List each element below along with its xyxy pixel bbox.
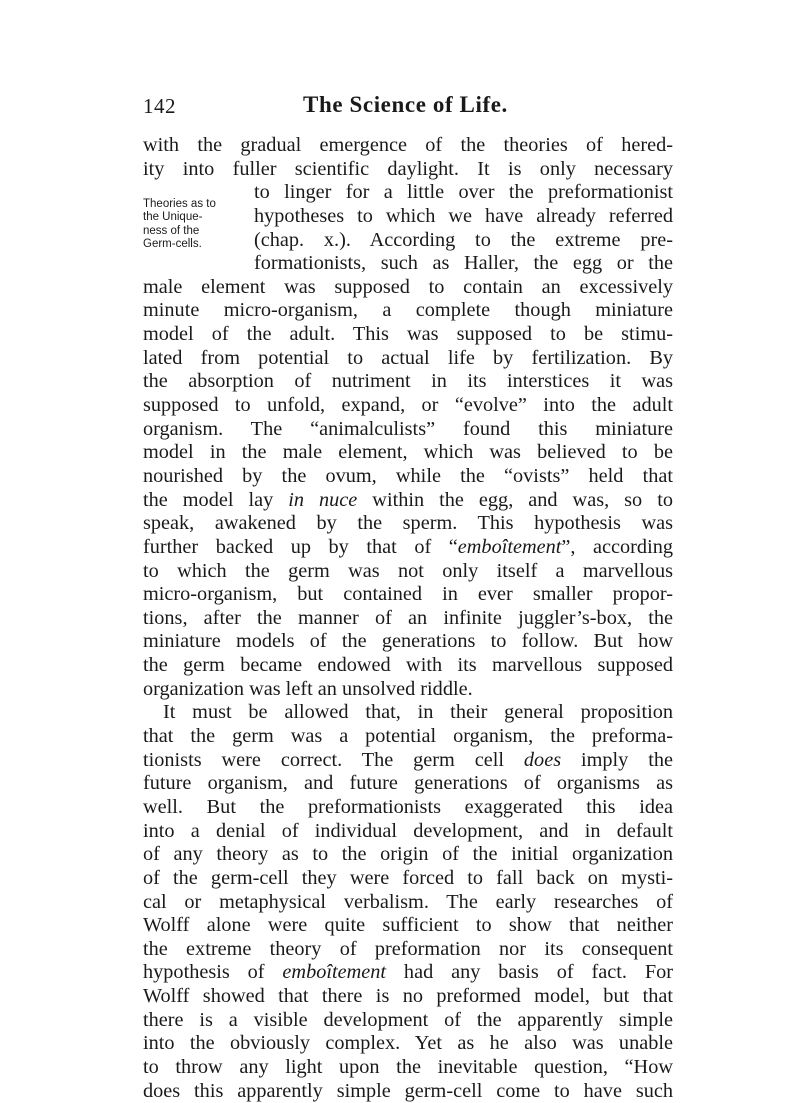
text-line: organism. The “animalculists” found this miniature [143, 417, 673, 440]
text-line: male element was supposed to contain an excessively [143, 275, 673, 298]
text-line: of any theory as to the origin of the initial organization [143, 843, 673, 866]
text-line: does this apparently simple germ-cell come to have such [143, 1079, 673, 1102]
text-line: tions, after the manner of an infinite juggler’s-box, the [143, 606, 673, 629]
text-line: to throw any light upon the inevitable question, “How [143, 1055, 673, 1078]
text-line: minute micro-organism, a complete though miniature [143, 299, 673, 322]
text-line: the absorption of nutriment in its interstices it was [143, 370, 673, 393]
margin-note-line: Germ-cells. [143, 238, 202, 251]
text-line: tionists were correct. The germ cell does imply the [143, 748, 674, 771]
text-line: further backed up by that of “emboîtement”, according [143, 535, 673, 558]
text-line: speak, awakened by the sperm. This hypothesis was [143, 512, 673, 535]
text-line: model of the adult. This was supposed to be stimu- [143, 323, 673, 346]
page-header [143, 92, 673, 126]
text-line: Wolff alone were quite sufficient to show that neither [143, 914, 673, 937]
text-line: hypotheses to which we have already referred [254, 204, 673, 227]
text-line: Wolff showed that there is no preformed model, but that [143, 985, 673, 1008]
text-line: well. But the preformationists exaggerated this idea [143, 795, 673, 818]
text-line: organization was left an unsolved riddle. [143, 677, 473, 700]
text-line: It must be allowed that, in their general proposition [163, 701, 673, 724]
text-line: cal or metaphysical verbalism. The early researches of [143, 890, 673, 913]
text-line: model in the male element, which was believed to be [143, 441, 673, 464]
text-line: the germ became endowed with its marvellous supposed [143, 654, 673, 677]
text-line: formationists, such as Haller, the egg or the [254, 252, 673, 275]
text-line: that the germ was a potential organism, the preforma- [143, 725, 673, 748]
running-title: The Science of Life. [303, 92, 508, 117]
italic-phrase: emboîtement [457, 535, 562, 558]
margin-note-line: Theories as to [143, 198, 216, 210]
text-line: the model lay in nuce within the egg, and was, so to [143, 488, 673, 511]
text-line: hypothesis of emboîtement had any basis of fact. For [143, 961, 673, 984]
text-line: ity into fuller scientific daylight. It is only necessary [143, 157, 673, 180]
text-line: into a denial of individual development, and in default [143, 819, 673, 842]
text-line: miniature models of the generations to follow. But how [143, 630, 673, 653]
text-line: micro-organism, but contained in ever smaller propor- [143, 583, 673, 606]
text-line: the extreme theory of preformation nor its consequent [143, 937, 673, 960]
text-line: to linger for a little over the preformationist [254, 181, 673, 204]
margin-note-line: the Unique- [143, 211, 203, 224]
body-text [143, 134, 673, 1103]
text-line: into the obviously complex. Yet as he also was unable [143, 1032, 673, 1055]
italic-phrase: in nuce [288, 488, 358, 511]
page-number: 142 [143, 94, 176, 118]
text-line: lated from potential to actual life by fertilization. By [143, 346, 673, 369]
text-line: of the germ-cell they were forced to fall back on mysti- [143, 866, 673, 889]
italic-phrase: emboîtement [282, 961, 387, 984]
text-line: to which the germ was not only itself a marvellous [143, 559, 673, 582]
text-line: there is a visible development of the apparently simple [143, 1008, 673, 1031]
text-line: supposed to unfold, expand, or “evolve” into the adult [143, 394, 673, 417]
text-line: nourished by the ovum, while the “ovists” held that [143, 464, 673, 487]
text-line: with the gradual emergence of the theories of hered- [143, 134, 673, 156]
text-line: (chap. x.). According to the extreme pre- [254, 228, 673, 251]
italic-phrase: does [523, 748, 562, 771]
margin-note-line: ness of the [143, 224, 200, 237]
text-line: future organism, and future generations of organisms as [143, 772, 673, 795]
